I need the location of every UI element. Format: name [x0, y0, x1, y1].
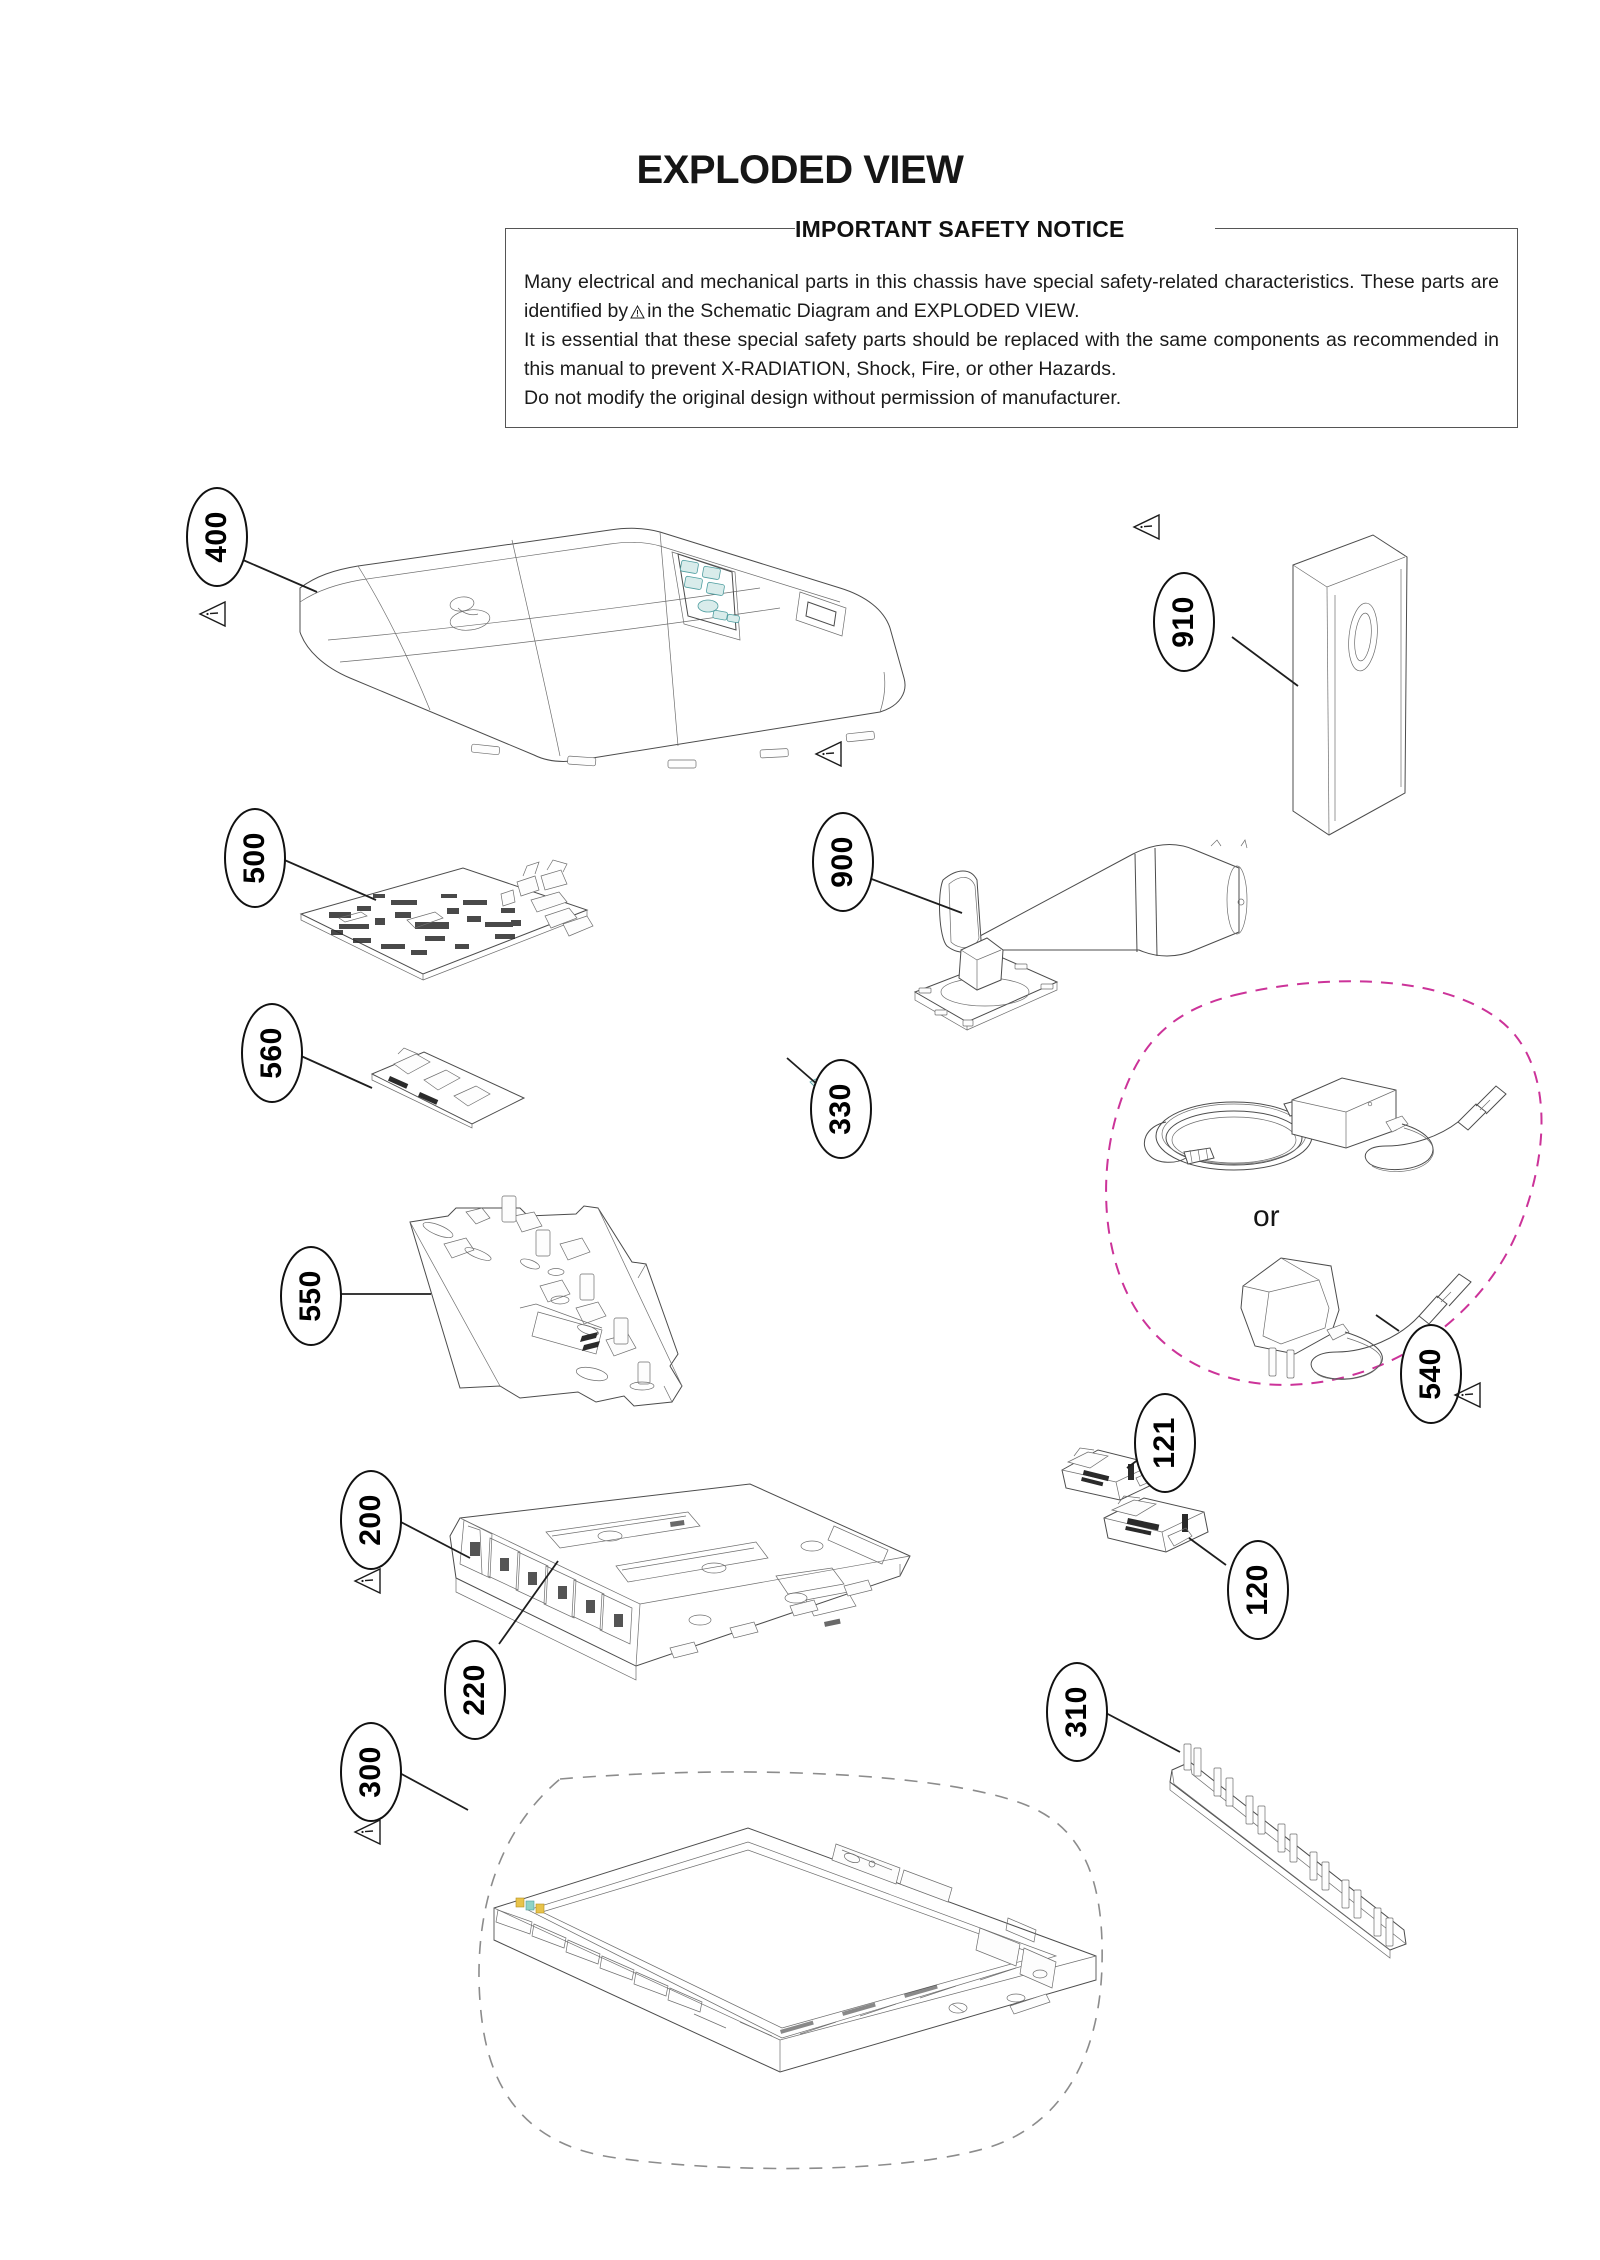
callout-330-label: 330: [824, 1083, 857, 1135]
callout-900[interactable]: [812, 812, 874, 912]
part-art-540-adaptor-brick: [1290, 1072, 1520, 1202]
callout-121-label: 121: [1148, 1417, 1181, 1469]
leader-300: [396, 1771, 468, 1810]
callout-200-label: 200: [354, 1494, 387, 1546]
callout-120-label: 120: [1241, 1564, 1274, 1616]
part-art-120-module: [1100, 1492, 1220, 1556]
warning-triangle-icon: [630, 305, 645, 319]
callout-200[interactable]: [340, 1470, 402, 1570]
callout-540[interactable]: [1400, 1324, 1462, 1424]
callout-120[interactable]: [1227, 1540, 1289, 1640]
safety-paragraph-2: It is essential that these special safety parts should be replaced with the same components as recommended in this manual to prevent X-RADIATION, Shock, Fire, or other Hazards.: [524, 329, 1499, 380]
part-art-900-stand-body: [905, 832, 1325, 1064]
callout-400-label: 400: [200, 511, 233, 563]
warning-triangle-icon-910: [1132, 513, 1162, 541]
alternative-label: or: [1253, 1200, 1280, 1233]
page-title: EXPLODED VIEW: [636, 148, 964, 192]
callout-400[interactable]: [186, 487, 248, 587]
callout-910-label: 910: [1167, 596, 1200, 648]
callout-300[interactable]: [340, 1722, 402, 1822]
part-art-560-key-pcb: [368, 1048, 528, 1128]
callout-300-label: 300: [354, 1746, 387, 1798]
safety-paragraph-1: [524, 268, 1499, 326]
part-art-910-stand-base: [1255, 525, 1445, 865]
callout-540-label: 540: [1414, 1348, 1447, 1400]
warning-triangle-icon-400: [198, 600, 228, 628]
safety-paragraph-1-text-b: in the Schematic Diagram and EXPLODED VIEW.: [647, 300, 1080, 322]
part-art-500-main-pcb: [295, 860, 595, 990]
warning-triangle-icon-300: [353, 1818, 383, 1846]
callout-500-label: 500: [238, 832, 271, 884]
callout-900-label: 900: [826, 836, 859, 888]
warning-triangle-icon-200: [353, 1567, 383, 1595]
callout-560-label: 560: [255, 1027, 288, 1079]
safety-notice-legend: IMPORTANT SAFETY NOTICE: [795, 216, 1125, 242]
callout-220[interactable]: [444, 1640, 506, 1740]
warning-triangle-icon-900: [814, 740, 844, 768]
safety-notice-body: [524, 268, 1499, 413]
callout-220-label: 220: [458, 1664, 491, 1716]
part-art-400-front-cabinet: [280, 510, 980, 770]
part-art-300-lcd-panel: [480, 1822, 1110, 2112]
callout-330[interactable]: [810, 1059, 872, 1159]
callout-910[interactable]: [1153, 572, 1215, 672]
callout-550-label: 550: [294, 1270, 327, 1322]
safety-paragraph-1-text-a: Many electrical and mechanical parts in this chassis have special safety-related characteristics. These parts are identified by: [524, 271, 1499, 322]
callout-500[interactable]: [224, 808, 286, 908]
callout-121[interactable]: [1134, 1393, 1196, 1493]
part-art-550-chassis-bracket: [370, 1190, 690, 1440]
callout-550[interactable]: [280, 1246, 342, 1346]
callout-310[interactable]: [1046, 1662, 1108, 1762]
safety-paragraph-3: Do not modify the original design without permission of manufacturer.: [524, 387, 1122, 409]
callout-310-label: 310: [1060, 1686, 1093, 1738]
callout-560[interactable]: [241, 1003, 303, 1103]
warning-triangle-icon-540: [1453, 1381, 1483, 1409]
part-art-310-guide-rail: [1168, 1742, 1428, 1962]
